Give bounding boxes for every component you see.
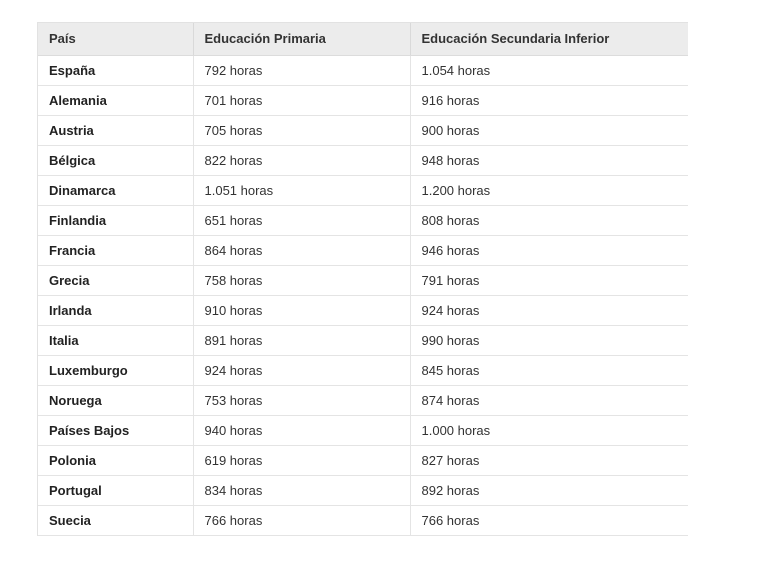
cell-primary-hours: 822 horas bbox=[193, 145, 410, 175]
hours-table bbox=[38, 23, 688, 536]
table-row bbox=[38, 355, 688, 385]
cell-lower-secondary-hours: 808 horas bbox=[410, 205, 688, 235]
table-row bbox=[38, 385, 688, 415]
cell-country: Irlanda bbox=[38, 295, 193, 325]
cell-primary-hours: 701 horas bbox=[193, 85, 410, 115]
table-row bbox=[38, 205, 688, 235]
cell-primary-hours: 924 horas bbox=[193, 355, 410, 385]
cell-primary-hours: 651 horas bbox=[193, 205, 410, 235]
header-row bbox=[38, 23, 688, 55]
cell-country: Luxemburgo bbox=[38, 355, 193, 385]
table-row bbox=[38, 445, 688, 475]
table-row bbox=[38, 115, 688, 145]
table-row bbox=[38, 415, 688, 445]
cell-primary-hours: 834 horas bbox=[193, 475, 410, 505]
table-row bbox=[38, 475, 688, 505]
header-lower-secondary: Educación Secundaria Inferior bbox=[410, 23, 688, 55]
header-primary: Educación Primaria bbox=[193, 23, 410, 55]
cell-country: Noruega bbox=[38, 385, 193, 415]
cell-lower-secondary-hours: 827 horas bbox=[410, 445, 688, 475]
cell-lower-secondary-hours: 1.000 horas bbox=[410, 415, 688, 445]
cell-lower-secondary-hours: 845 horas bbox=[410, 355, 688, 385]
cell-country: Países Bajos bbox=[38, 415, 193, 445]
cell-lower-secondary-hours: 916 horas bbox=[410, 85, 688, 115]
table-row bbox=[38, 505, 688, 535]
cell-primary-hours: 1.051 horas bbox=[193, 175, 410, 205]
cell-primary-hours: 910 horas bbox=[193, 295, 410, 325]
cell-lower-secondary-hours: 990 horas bbox=[410, 325, 688, 355]
cell-primary-hours: 940 horas bbox=[193, 415, 410, 445]
cell-country: Portugal bbox=[38, 475, 193, 505]
cell-lower-secondary-hours: 1.054 horas bbox=[410, 55, 688, 85]
table-row bbox=[38, 55, 688, 85]
table-row bbox=[38, 175, 688, 205]
table-row bbox=[38, 85, 688, 115]
cell-lower-secondary-hours: 900 horas bbox=[410, 115, 688, 145]
header-country: País bbox=[38, 23, 193, 55]
cell-lower-secondary-hours: 791 horas bbox=[410, 265, 688, 295]
cell-lower-secondary-hours: 946 horas bbox=[410, 235, 688, 265]
cell-country: España bbox=[38, 55, 193, 85]
table-row bbox=[38, 235, 688, 265]
cell-lower-secondary-hours: 948 horas bbox=[410, 145, 688, 175]
table-row bbox=[38, 265, 688, 295]
cell-country: Francia bbox=[38, 235, 193, 265]
cell-lower-secondary-hours: 874 horas bbox=[410, 385, 688, 415]
cell-country: Polonia bbox=[38, 445, 193, 475]
cell-country: Suecia bbox=[38, 505, 193, 535]
table-header bbox=[38, 23, 688, 55]
table-body bbox=[38, 55, 688, 535]
cell-country: Alemania bbox=[38, 85, 193, 115]
cell-primary-hours: 792 horas bbox=[193, 55, 410, 85]
cell-primary-hours: 864 horas bbox=[193, 235, 410, 265]
cell-country: Grecia bbox=[38, 265, 193, 295]
table-row bbox=[38, 325, 688, 355]
table-row bbox=[38, 145, 688, 175]
cell-country: Austria bbox=[38, 115, 193, 145]
cell-primary-hours: 758 horas bbox=[193, 265, 410, 295]
cell-lower-secondary-hours: 766 horas bbox=[410, 505, 688, 535]
cell-country: Italia bbox=[38, 325, 193, 355]
cell-primary-hours: 753 horas bbox=[193, 385, 410, 415]
cell-primary-hours: 619 horas bbox=[193, 445, 410, 475]
cell-primary-hours: 891 horas bbox=[193, 325, 410, 355]
cell-lower-secondary-hours: 924 horas bbox=[410, 295, 688, 325]
table-row bbox=[38, 295, 688, 325]
hours-table-container bbox=[37, 22, 688, 536]
cell-lower-secondary-hours: 1.200 horas bbox=[410, 175, 688, 205]
cell-country: Bélgica bbox=[38, 145, 193, 175]
cell-lower-secondary-hours: 892 horas bbox=[410, 475, 688, 505]
cell-country: Dinamarca bbox=[38, 175, 193, 205]
cell-primary-hours: 766 horas bbox=[193, 505, 410, 535]
cell-country: Finlandia bbox=[38, 205, 193, 235]
cell-primary-hours: 705 horas bbox=[193, 115, 410, 145]
